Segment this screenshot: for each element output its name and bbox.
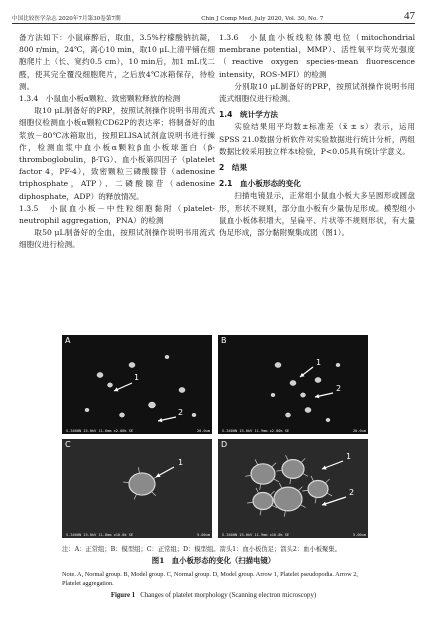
panel-label: C [65, 440, 71, 449]
platelet-cell [301, 393, 306, 397]
figure-note-en: Note. A, Normal group. B, Model group. C, Normal group. D, Model group. Arrow 1, Platelet pseudopodia. Arrow 2, Platelet aggregation. [62, 571, 358, 588]
sem-panel-d [218, 439, 368, 538]
header-rule [12, 23, 415, 24]
platelet-cell [179, 387, 185, 392]
sem-micrograph-a [62, 335, 212, 434]
right-column [219, 32, 415, 239]
platelet-cell [129, 473, 155, 495]
journal-name-cn: 中国比较医学杂志 2020年7月第30卷第7期 [12, 16, 121, 22]
scale-bar-text [222, 429, 366, 433]
paragraph: 分别取10 μL制备好的PRP，按照试剂操作说明书用流式细胞仪进行检测。 [219, 81, 415, 104]
sem-parameters: S-3400N 15.0kV 11.9mm x2.00k SE [222, 429, 290, 433]
platelet-cell [290, 380, 296, 385]
section-heading: 2.1 血小板形态的变化 [219, 179, 301, 189]
platelet-cell [129, 362, 135, 367]
platelet-cell [274, 487, 302, 511]
paragraph: 实验结果用平均数±标准差（x̄ ± s）表示，运用SPSS 21.0数据分析软件对实验数据进行统计分析，两组数据比较采用独立样本t检验，P<0.05具有统计学意义。 [219, 122, 415, 156]
running-header [12, 8, 415, 22]
paragraph: 扫描电镜显示，正常组小鼠血小板大多呈圆形或圆盘形，形状不规则，部分血小板有少量伪足形成。模型组小鼠血小板体积增大，呈扁平、片状等不规则形状，有大量伪足形成，部分黏附聚集成团（图1）。 [219, 191, 415, 238]
scale-unit: 20.0um [197, 429, 210, 433]
sem-micrograph-c [62, 439, 212, 538]
panel-label: A [65, 336, 71, 345]
platelet-cell [286, 413, 291, 417]
platelet-cell [97, 372, 103, 377]
paragraph: 取10 μL制备好的PRP，按照试剂操作说明书用流式细胞仪检测血小板α颗粒CD62P的表达率；将制备好的血浆放－80℃冰箱取出，按照ELISA试剂盒说明书进行操作，检测血浆中血小板α颗粒β血小板球蛋白（β-thromboglobulin，β-TG）、血小板第四因子（platelet factor 4，PF-4），致密颗粒三磷酸腺苷（adenosine triphosphate，ATP）、二磷酸腺苷（adenosine diphosphate，ADP）的释放情况。 [19, 106, 215, 201]
arrow-number: 2 [178, 408, 184, 417]
platelet-cell [305, 407, 311, 412]
section-heading: 1.4 统计学方法 [219, 110, 279, 120]
arrow-number: 1 [316, 358, 322, 367]
section-heading: 2 结果 [219, 163, 248, 173]
panel-label: D [221, 440, 228, 449]
section-heading: 1.3.6 小鼠血小板线粒体膜电位（mitochondrial membrane potential，MMP）、活性氧平均荧光强度（reactive oxygen species-mean fluorescence intensity，ROS-MFI）的检测 [219, 33, 415, 79]
arrow-number: 2 [349, 488, 355, 497]
paragraph: 取50 μL制备好的全血，按照试剂操作说明书用流式细胞仪进行检测。 [19, 228, 215, 250]
section-heading: 备方法如下：小鼠麻醉后，取血，3.5%柠檬酸钠抗凝，800 r/min，24℃，离心10 min，取10 μL上清平铺在细胞爬片上（长、宽约0.5 cm），10 min后，加1 mL戊二醛，使其完全覆没细胞爬片，之后放4℃冰箱保存，待检测。 [19, 33, 215, 91]
scale-unit: 5.00um [197, 533, 210, 537]
platelet-cell [120, 413, 125, 417]
left-column [19, 32, 215, 252]
figure-title-en [0, 592, 427, 599]
page-number: 47 [404, 10, 415, 22]
scale-bar-text [222, 533, 366, 537]
platelet-cell [85, 408, 89, 411]
section-heading: 1.3.5 小鼠血小板－中性粒细胞黏附（platelet-neutrophil aggregation，PNA）的检测 [19, 203, 215, 226]
platelet-cell [326, 418, 330, 421]
figure-note-cn: 注：A：正常组；B：模型组；C：正常组；D：模型组。箭头1：血小板伪足；箭头2：血小板聚集。 [62, 546, 341, 553]
sem-parameters: S-3400N 15.0kV 11.8mm x10.0k SE [66, 533, 134, 537]
sem-panel-a [62, 335, 212, 434]
journal-name-en: Chin J Comp Med, July 2020, Vol. 30, No. 7 [201, 16, 324, 22]
platelet-cell [336, 363, 340, 366]
platelet-cell [308, 481, 328, 498]
platelet-cell [253, 493, 273, 510]
sem-parameters: S-3400N 15.0kV 11.9mm x10.0k SE [222, 533, 290, 537]
sem-micrograph-b [218, 335, 368, 434]
arrow-number: 1 [134, 373, 140, 382]
scale-bar-text [66, 429, 210, 433]
platelet-cell [275, 362, 281, 367]
scale-unit: 5.00um [353, 533, 366, 537]
sem-panel-c [62, 439, 212, 538]
sem-micrograph-d [218, 439, 368, 538]
arrow-number: 1 [178, 458, 184, 467]
platelet-cell [149, 402, 156, 408]
platelet-cell [165, 355, 169, 358]
platelet-cell [251, 464, 275, 484]
sem-parameters: S-3400N 15.0kV 11.6mm x2.00k SE [66, 429, 134, 433]
platelet-cell [282, 460, 304, 479]
platelet-cell [108, 383, 113, 387]
platelet-cell [315, 377, 321, 382]
sem-panel-b [218, 335, 368, 434]
platelet-cell [271, 393, 275, 396]
figure-title-cn: 图1 血小板形态的变化（扫描电镜） [151, 556, 276, 565]
arrow-number: 1 [346, 452, 352, 461]
scale-unit: 20.0um [353, 429, 366, 433]
figure-title-en-text: Changes of platelet morphology (Scanning electron microscopy) [140, 592, 317, 599]
arrow-number: 2 [336, 384, 342, 393]
scale-bar-text [66, 533, 210, 537]
platelet-cell [192, 413, 196, 416]
figure-label-en: Figure 1 [110, 592, 136, 599]
panel-label: B [221, 336, 227, 345]
section-heading: 1.3.4 小鼠血小板α颗粒、致密颗粒释放的检测 [19, 94, 181, 104]
